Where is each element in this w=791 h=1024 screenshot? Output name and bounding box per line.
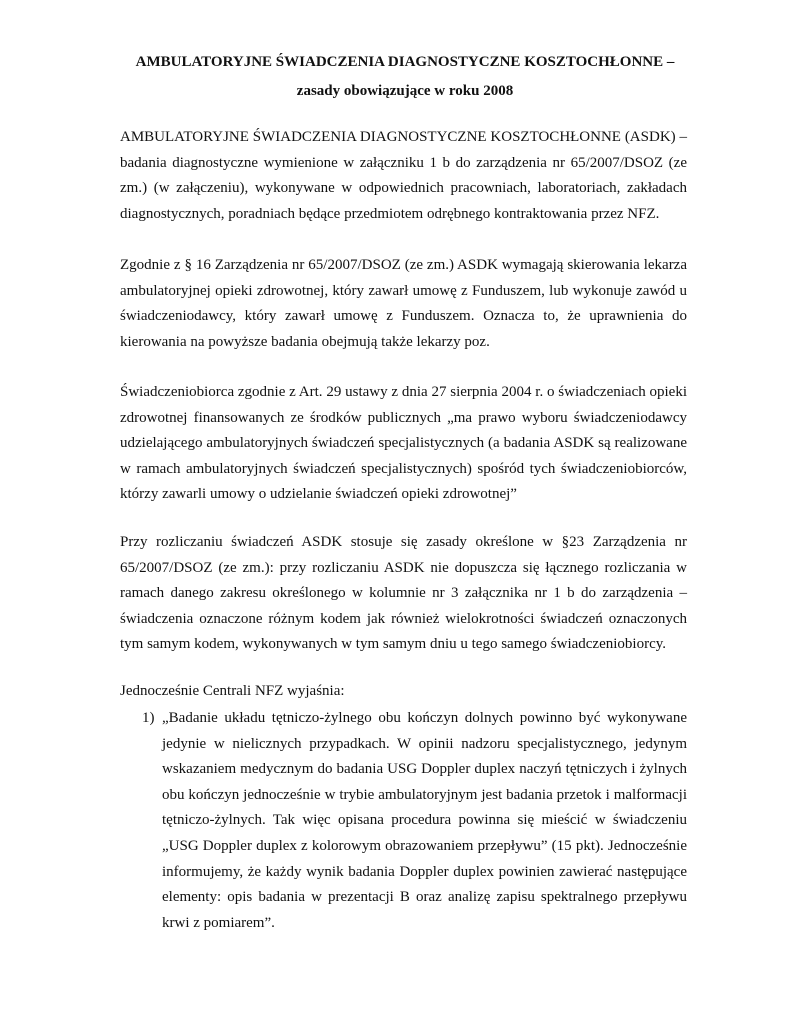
paragraph-settlement-rules: Przy rozliczaniu świadczeń ASDK stosuje się zasady określone w §23 Zarządzenia nr 65/2007/DSOZ (ze zm.): przy rozliczaniu ASDK nie dopuszcza się łącznego rozliczania w ramach danego zakresu określonego w kolumnie nr 3 załącznika nr 1 b do zarządzenia – świadczenia oznaczone różnym kodem jak również wielokrotności świadczeń oznaczonych tym samym kodem, wykonywanych w tym samym dniu u tego samego świadczeniobiorcy.: [120, 534, 687, 653]
list-item-text: „Badanie układu tętniczo-żylnego obu kończyn dolnych powinno być wykonywane jedynie w nielicznych przypadkach. W opinii nadzoru specjalistycznego, jedynym wskazaniem medycznym do badania USG Doppler duplex naczyń tętniczych i żylnych obu kończyn jednocześnie w trybie ambulatoryjnym jest badania przetok i malformacji tętniczo-żylnych. Tak więc opisana procedura powinna się mieścić w świadczeniu „USG Doppler duplex z kolorowym obrazowaniem przepływu” (15 pkt). Jednocześnie informujemy, że każdy wynik badania Doppler duplex powinien zawierać następujące elementy: opis badania w prezentacji B oraz analizę zapisu spektralnego przepływu krwi z pomiarem”.: [162, 710, 687, 931]
list-intro: Jednocześnie Centrali NFZ wyjaśnia:: [120, 683, 345, 699]
paragraph-patient-rights: Świadczeniobiorca zgodnie z Art. 29 ustawy z dnia 27 sierpnia 2004 r. o świadczeniach opieki zdrowotnej finansowanych ze środków publicznych „ma prawo wyboru świadczeniodawcy udzielającego ambulatoryjnych świadczeń specjalistycznych (a badania ASDK są realizowane w ramach ambulatoryjnych świadczeń specjalistycznych) spośród tych świadczeniobiorców, którzy zawarli umowy o udzielanie świadczeń opieki zdrowotnej”: [120, 384, 687, 503]
paragraph-asdk-definition: AMBULATORYJNE ŚWIADCZENIA DIAGNOSTYCZNE KOSZTOCHŁONNE (ASDK) – badania diagnostyczne wymienione w załączniku 1 b do zarządzenia nr 65/2007/DSOZ (ze zm.) (w załączeniu), wykonywane w odpowiednich pracowniach, laboratoriach, zakładach diagnostycznych, poradniach będące przedmiotem odrębnego kontraktowania przez NFZ.: [120, 129, 687, 222]
list-item-number: 1): [142, 710, 155, 726]
paragraph-referral-rules: Zgodnie z § 16 Zarządzenia nr 65/2007/DSOZ (ze zm.) ASDK wymagają skierowania lekarza ambulatoryjnej opieki zdrowotnej, który zawarł umowę z Funduszem, lub wykonuje zawód u świadczeniodawcy, który zawarł umowę z Funduszem. Oznacza to, że uprawnienia do kierowania na powyższe badania obejmują także lekarzy poz.: [120, 257, 687, 350]
document-title: AMBULATORYJNE ŚWIADCZENIA DIAGNOSTYCZNE KOSZTOCHŁONNE –: [135, 54, 675, 70]
document-subtitle: zasady obowiązujące w roku 2008: [296, 83, 514, 99]
